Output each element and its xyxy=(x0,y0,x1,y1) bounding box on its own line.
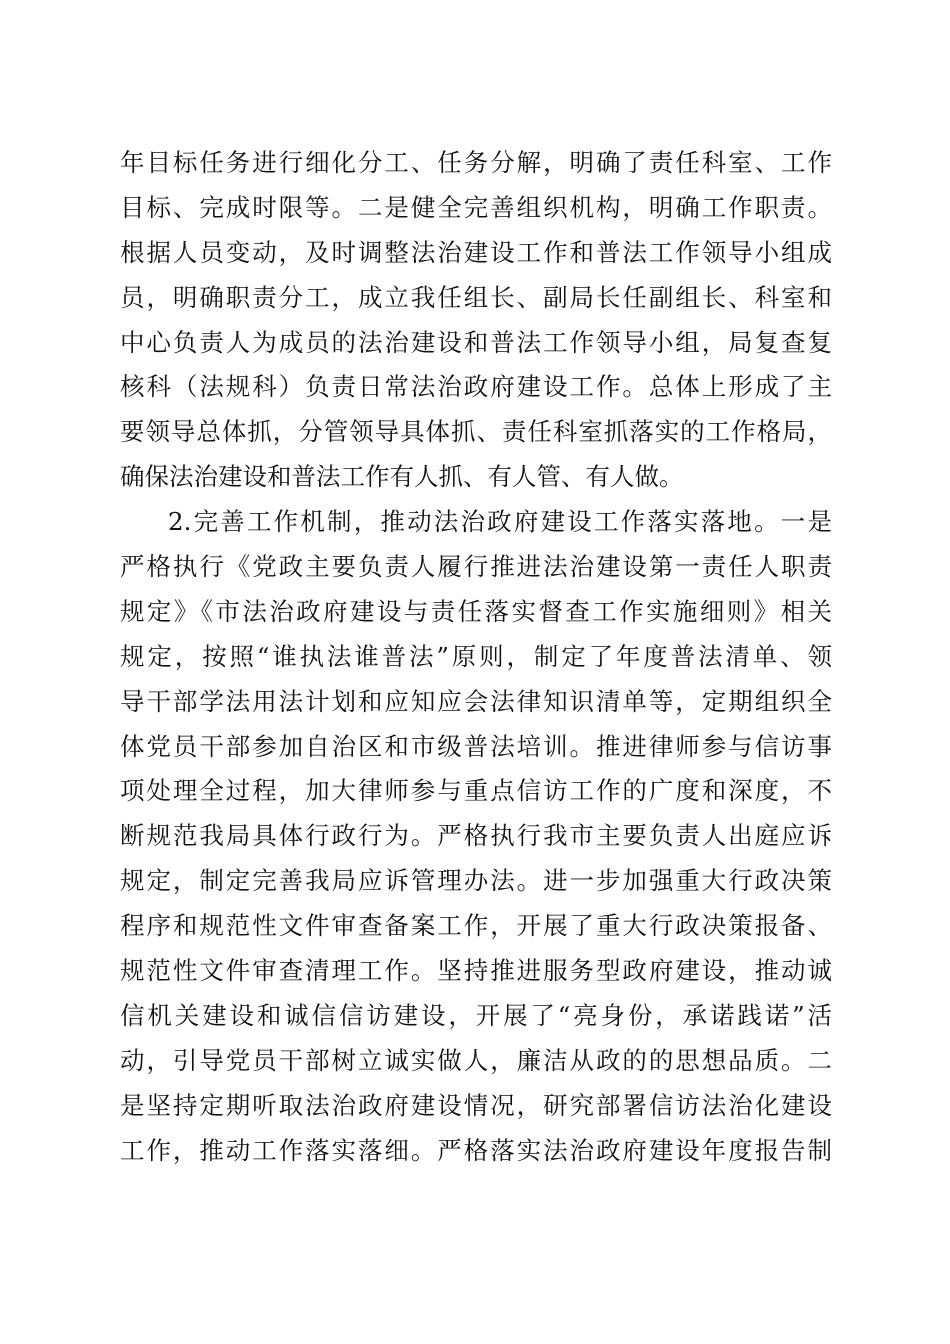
text-line: 年目标任务进行细化分工、任务分解，明确了责任科室、工作 xyxy=(120,148,832,177)
paragraph-org-structure xyxy=(120,144,832,503)
paragraph-work-mechanism xyxy=(120,503,832,1176)
text-line: 体党员干部参加自治区和市级普法培训。推进律师参与信访事 xyxy=(120,731,832,761)
text-line: 规范性文件审查清理工作。坚持推进服务型政府建设，推动诚 xyxy=(120,956,832,986)
text-line: 动，引导党员干部树立诚实做人，廉洁从政的的思想品质。二 xyxy=(120,1045,832,1075)
text-line: 规定，制定完善我局应诉管理办法。进一步加强重大行政决策 xyxy=(120,866,832,896)
text-line: 规定》《市法治政府建设与责任落实督查工作实施细则》相关 xyxy=(120,596,832,626)
text-line: 核科（法规科）负责日常法治政府建设工作。总体上形成了主 xyxy=(120,372,832,402)
text-line: 目标、完成时限等。二是健全完善组织机构，明确工作职责。 xyxy=(120,192,832,222)
text-line: 工作，推动工作落实落细。严格落实法治政府建设年度报告制 xyxy=(120,1135,832,1165)
text-line: 程序和规范性文件审查备案工作，开展了重大行政决策报备、 xyxy=(120,911,832,941)
text-line: 根据人员变动，及时调整法治建设工作和普法工作领导小组成 xyxy=(120,237,832,267)
text-line: 严格执行《党政主要负责人履行推进法治建设第一责任人职责 xyxy=(120,552,832,582)
text-line: 员，明确职责分工，成立我任组长、副局长任副组长、科室和 xyxy=(120,282,832,312)
text-line: 是坚持定期听取法治政府建设情况，研究部署信访法治化建设 xyxy=(120,1090,832,1120)
text-line: 确保法治建设和普法工作有人抓、有人管、有人做。 xyxy=(120,462,684,492)
text-line: 中心负责人为成员的法治建设和普法工作领导小组，局复查复 xyxy=(120,327,832,357)
text-line: 规定，按照“谁执法谁普法”原则，制定了年度普法清单、领 xyxy=(120,641,832,671)
text-line: 要领导总体抓，分管领导具体抓、责任科室抓落实的工作格局， xyxy=(120,417,832,447)
text-line: 断规范我局具体行政行为。严格执行我市主要负责人出庭应诉 xyxy=(120,821,832,851)
document-page xyxy=(120,144,832,1176)
text-line: 信机关建设和诚信信访建设，开展了“亮身份，承诺践诺”活 xyxy=(120,1000,832,1030)
text-line: 项处理全过程，加大律师参与重点信访工作的广度和深度，不 xyxy=(120,776,832,806)
paragraph-heading-line: 2.完善工作机制，推动法治政府建设工作落实落地。一是 xyxy=(168,507,832,537)
text-line: 导干部学法用法计划和应知应会法律知识清单等，定期组织全 xyxy=(120,686,832,716)
